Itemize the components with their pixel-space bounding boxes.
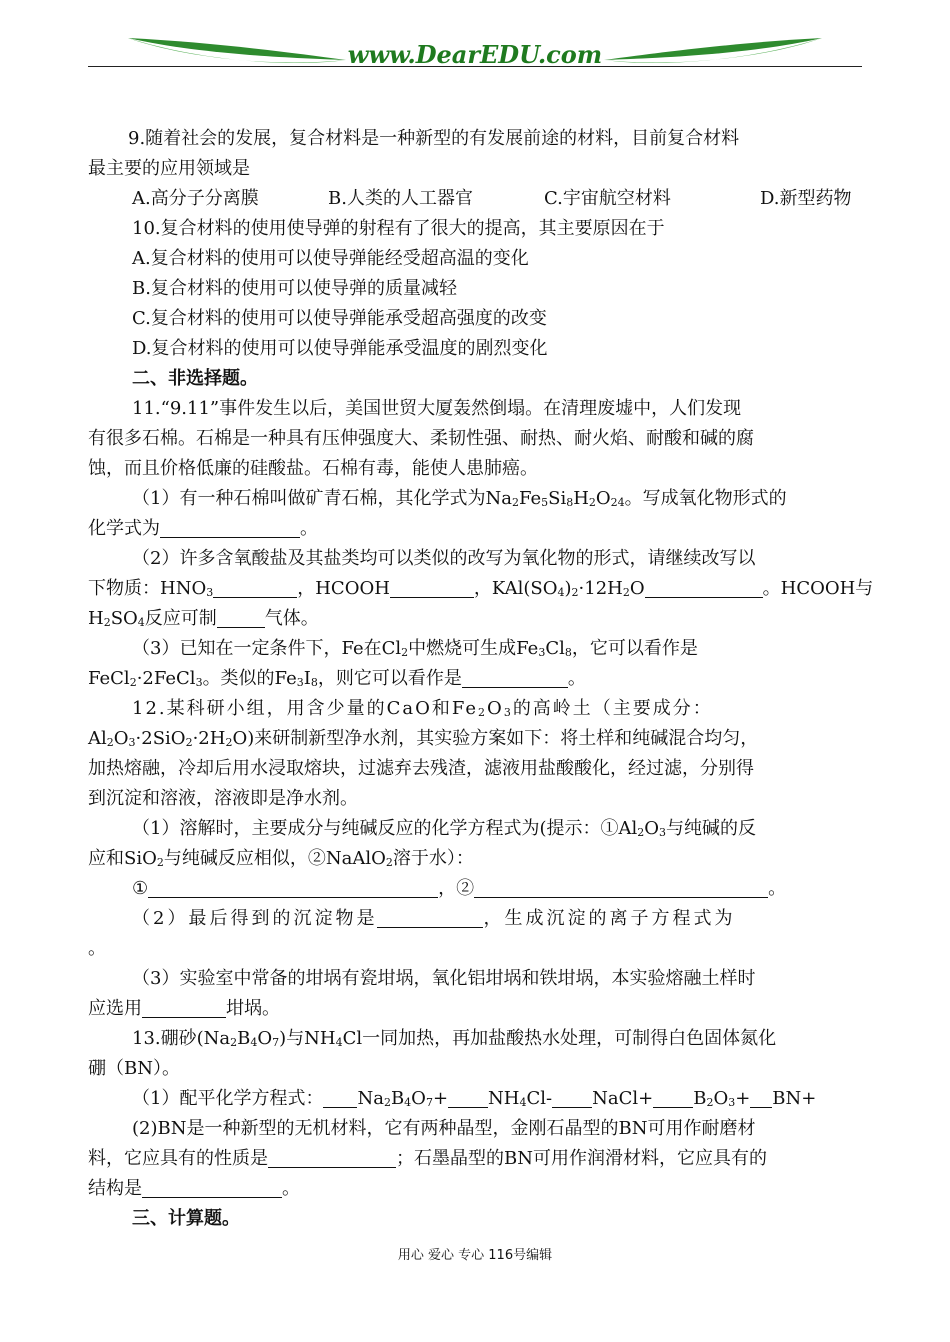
answer-blank[interactable] bbox=[377, 907, 483, 928]
answer-blank[interactable] bbox=[268, 1147, 396, 1168]
q12-part3-line-1: （3）实验室中常备的坩埚有瓷坩埚，氧化铝坩埚和铁坩埚，本实验熔融土样时 bbox=[132, 968, 756, 989]
q12-stem-line-1: 12.某科研小组，用含少量的CaO和$Fe_2O_3$的高岭土（主要成分： bbox=[132, 698, 713, 719]
q12-part2-line-2: 。 bbox=[88, 938, 106, 959]
answer-blank[interactable] bbox=[390, 577, 474, 598]
q11-part2-line-1: （2）许多含氧酸盐及其盐类均可以类似的改写为氧化物的形式，请继续改写以 bbox=[132, 548, 756, 569]
q9-option-b: B.人类的人工器官 bbox=[328, 188, 473, 209]
q9-option-a: A.高分子分离膜 bbox=[132, 188, 259, 209]
answer-blank[interactable] bbox=[448, 1087, 488, 1108]
q11-part1-line-2: 化学式为 。 bbox=[88, 518, 318, 539]
q9-options bbox=[88, 184, 864, 214]
q12-part1-line-3: ① ，② 。 bbox=[132, 878, 787, 899]
answer-blank[interactable] bbox=[142, 1177, 282, 1198]
q12-part3-line-2: 应选用 坩埚。 bbox=[88, 998, 280, 1019]
q10-option-b: B.复合材料的使用可以使导弹的质量减轻 bbox=[132, 278, 457, 299]
q11-part3-line-1: （3）已知在一定条件下，Fe在$Cl_2$中燃烧可生成$Fe_3Cl_8$，它可以看作是 bbox=[132, 638, 698, 659]
q11-part2-line-2: 下物质：$HNO_3$ ，HCOOH ，$KAl(SO_4)_2\cdot 12H_2O$ 。HCOOH与 bbox=[88, 578, 874, 599]
q11-part3-line-2: FeCl$_2$·2FeCl$_3$。类似的$Fe_3I_8$，则它可以看作是 。 bbox=[88, 668, 586, 689]
q10-stem: 10.复合材料的使用使导弹的射程有了很大的提高，其主要原因在于 bbox=[132, 218, 665, 239]
q12-part1-line-2: 应和SiO$_2$与纯碱反应相似，②NaAlO$_2$溶于水）： bbox=[88, 848, 474, 869]
section-heading-calculation: 三、计算题。 bbox=[132, 1208, 240, 1229]
answer-blank[interactable] bbox=[750, 1087, 772, 1108]
q10-option-a: A.复合材料的使用可以使导弹能经受超高温的变化 bbox=[132, 248, 529, 269]
answer-blank[interactable] bbox=[653, 1087, 693, 1108]
answer-blank[interactable] bbox=[160, 517, 300, 538]
q13-part1-text: （1）配平化学方程式： bbox=[132, 1088, 324, 1109]
q13-part2-line-2: 料，它应具有的性质是 ；石墨晶型的BN可用作润滑材料，它应具有的 bbox=[88, 1148, 767, 1169]
q10-option-c: C.复合材料的使用可以使导弹能承受超高强度的改变 bbox=[132, 308, 547, 329]
q11-part1-text: （1）有一种石棉叫做矿青石棉，其化学式为Na bbox=[132, 488, 512, 509]
q9-option-c: C.宇宙航空材料 bbox=[544, 188, 671, 209]
q11-part2-text-2: H bbox=[88, 608, 104, 629]
q13-stem-text: 13.硼砂(Na bbox=[132, 1028, 231, 1049]
site-logo[interactable]: www.DearEDU.com bbox=[347, 40, 603, 69]
site-header bbox=[88, 34, 862, 74]
q11-part1-text-2: 化学式为 bbox=[88, 518, 160, 539]
q12-part1-text: （1）溶解时，主要成分与纯碱反应的化学方程式为(提示：①Al bbox=[132, 818, 638, 839]
q12-stem-text-2: Al bbox=[88, 728, 107, 749]
answer-blank[interactable] bbox=[645, 577, 763, 598]
q12-stem-line-4: 到沉淀和溶液，溶液即是净水剂。 bbox=[88, 788, 358, 809]
q13-part2-line-3: 结构是 。 bbox=[88, 1178, 300, 1199]
q13-part1-line: （1）配平化学方程式： $Na_2B_4O_7+ NH_4Cl-$ NaCl+ $B_2O_3+ BN+$ bbox=[132, 1088, 817, 1109]
q12-part1-line-1: （1）溶解时，主要成分与纯碱反应的化学方程式为(提示：$①Al_2O_3$与纯碱的反 bbox=[132, 818, 756, 839]
answer-blank[interactable] bbox=[213, 577, 297, 598]
q12-stem-line-3: 加热熔融，冷却后用水浸取熔块，过滤弃去残渣，滤液用盐酸酸化，经过滤，分别得 bbox=[88, 758, 754, 779]
q13-part2-text-2: 结构是 bbox=[88, 1178, 142, 1199]
q12-stem-line-2: $Al_2O_3\cdot 2SiO_2\cdot 2H_2O$)来研制新型净水剂，其实验方案如下：将土样和纯碱混合均匀， bbox=[88, 728, 759, 749]
q11-part2-line-3: $H_2SO_4$反应可制 气体。 bbox=[88, 608, 319, 629]
q11-part3-text: （3）已知在一定条件下，Fe在Cl bbox=[132, 638, 402, 659]
q11-part2-text: 下物质：HNO bbox=[88, 578, 207, 599]
answer-blank[interactable] bbox=[474, 877, 768, 898]
header-divider bbox=[88, 66, 862, 67]
q12-stem-text: 12.某科研小组，用含少量的CaO和Fe bbox=[132, 698, 479, 719]
answer-blank[interactable] bbox=[552, 1087, 592, 1108]
q13-part2-line-1: (2)BN是一种新型的无机材料，它有两种晶型，金刚石晶型的BN可用作耐磨材 bbox=[132, 1118, 756, 1139]
q11-part3-text-2: FeCl bbox=[88, 668, 130, 689]
answer-blank[interactable] bbox=[148, 877, 438, 898]
q13-stem-line-2: 硼（BN）。 bbox=[88, 1058, 180, 1079]
q12-part3-text: 应选用 bbox=[88, 998, 142, 1019]
section-heading-nonchoice: 二、非选择题。 bbox=[132, 368, 258, 389]
q11-stem-line-1: 11.“9.11”事件发生以后，美国世贸大厦轰然倒塌。在清理废墟中，人们发现 bbox=[132, 398, 742, 419]
q11-part1-line-1: （1）有一种石棉叫做矿青石棉，其化学式为$Na_2Fe_5Si_8H_2O_{24}$。写成氧化物形式的 bbox=[132, 488, 787, 509]
q12-part1-text-2: 应和SiO bbox=[88, 848, 157, 869]
q10-option-d: D.复合材料的使用可以使导弹能承受温度的剧烈变化 bbox=[132, 338, 548, 359]
q11-stem-line-2: 有很多石棉。石棉是一种具有压伸强度大、柔韧性强、耐热、耐火焰、耐酸和碱的腐 bbox=[88, 428, 754, 449]
answer-blank[interactable] bbox=[142, 997, 226, 1018]
answer-blank[interactable] bbox=[217, 607, 265, 628]
q9-stem-line-1: 9.随着社会的发展，复合材料是一种新型的有发展前途的材料，目前复合材料 bbox=[128, 128, 740, 149]
q11-stem-line-3: 蚀，而且价格低廉的硅酸盐。石棉有毒，能使人患肺癌。 bbox=[88, 458, 538, 479]
q13-stem-line-1: 13.硼砂$(Na_2B_4O_7)$与$NH_4Cl$一同加热，再加盐酸热水处理，可制得白色固体氮化 bbox=[132, 1028, 777, 1049]
q9-option-d: D.新型药物 bbox=[760, 188, 852, 209]
page-footer: 用心 爱心 专心 116号编辑 bbox=[397, 1248, 553, 1263]
q12-part2-text: （2）最后得到的沉淀物是 bbox=[132, 908, 378, 929]
answer-blank[interactable] bbox=[323, 1087, 357, 1108]
q13-part2-text: 料，它应具有的性质是 bbox=[88, 1148, 268, 1169]
q12-part2-line-1: （2）最后得到的沉淀物是 ，生成沉淀的离子方程式为 bbox=[132, 908, 736, 929]
q9-stem-line-2: 最主要的应用领域是 bbox=[88, 158, 250, 179]
document-body bbox=[88, 124, 874, 1234]
answer-blank[interactable] bbox=[462, 667, 568, 688]
